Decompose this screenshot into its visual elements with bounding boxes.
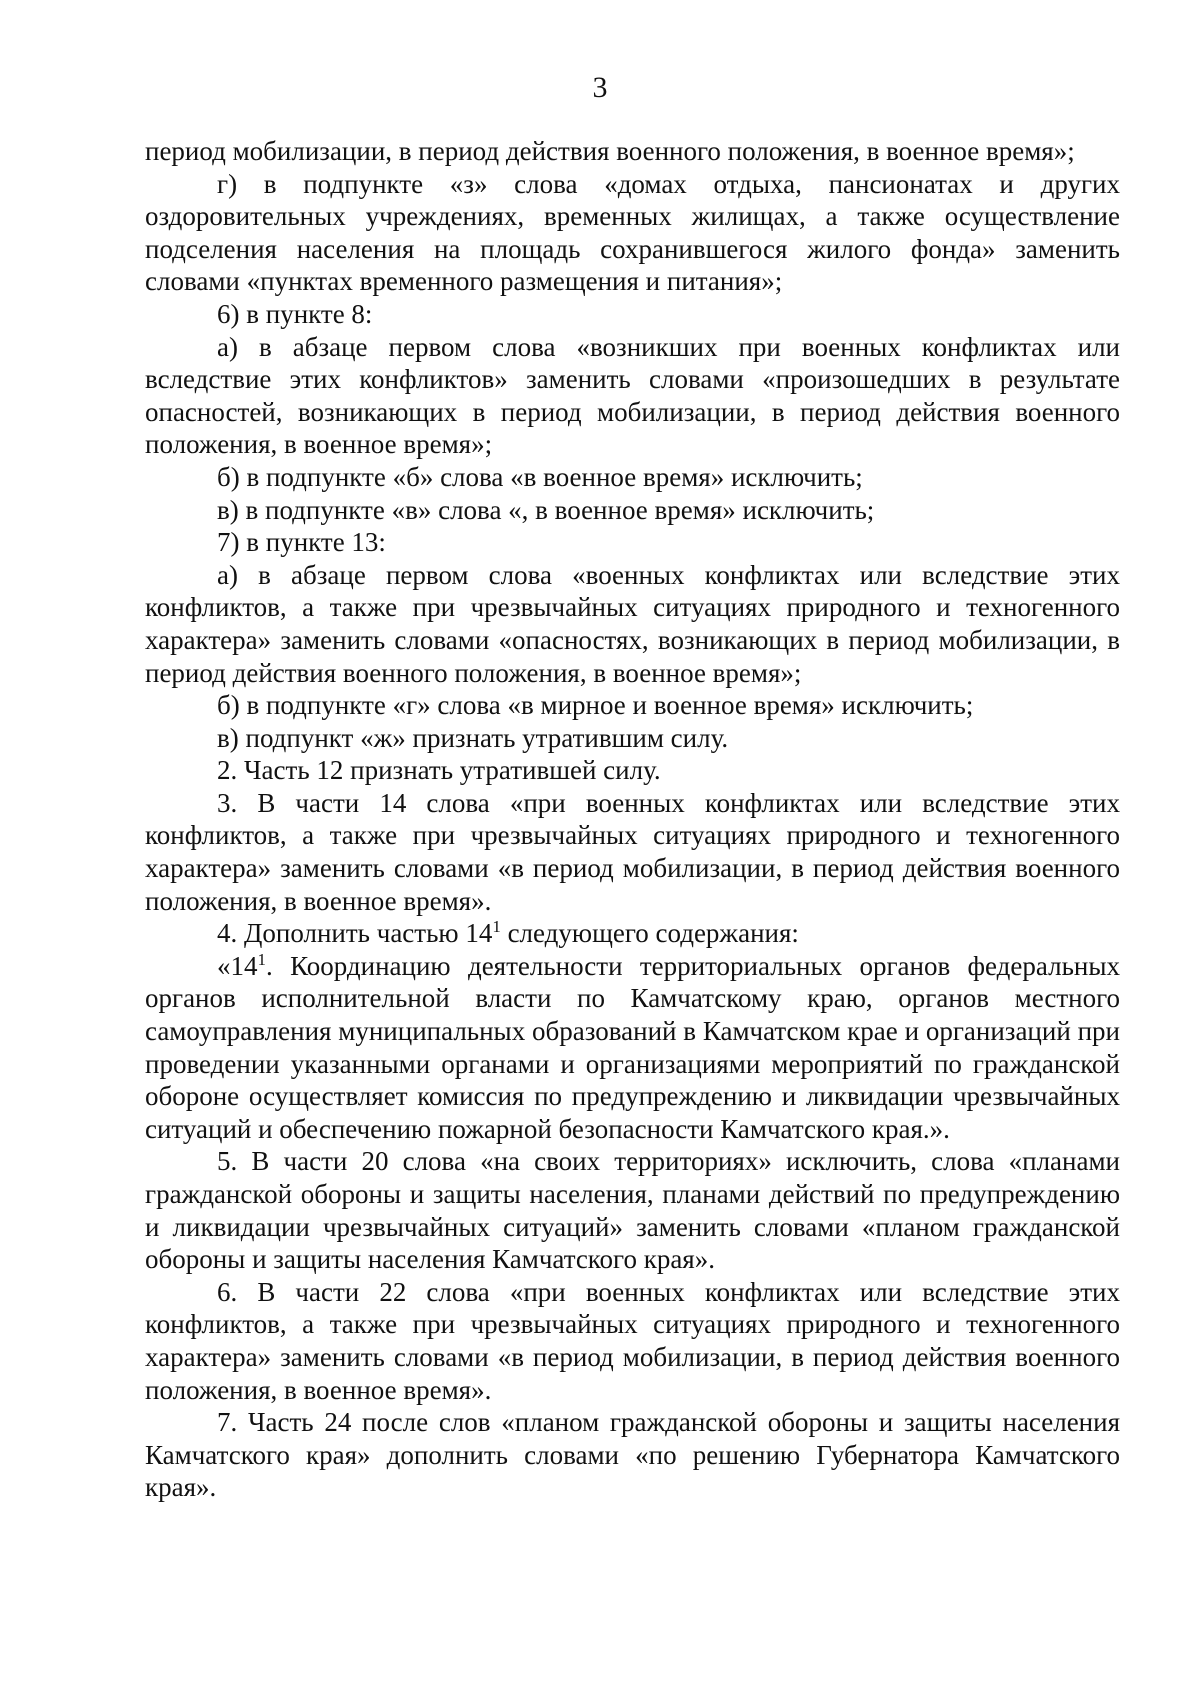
paragraph: а) в абзаце первом слова «возникших при военных конфликтах или вследствие этих конфликтов» заменить словами «произошедших в результате опасностей, возникающих в период мобилизации, в период действия военного положения, в военное время»;: [145, 331, 1120, 460]
paragraph: 5. В части 20 слова «на своих территориях» исключить, слова «планами гражданской обороны и защиты населения, планами действий по предупреждению и ликвидации чрезвычайных ситуаций» заменить словами «планом гражданской обороны и защиты населения Камчатского края».: [145, 1146, 1120, 1275]
page-number: 3: [592, 71, 608, 104]
document-body: [145, 135, 1120, 1504]
paragraph: 6) в пункте 8:: [217, 298, 373, 329]
paragraph: а) в абзаце первом слова «военных конфликтах или вследствие этих конфликтов, а также при чрезвычайных ситуациях природного и техногенного характера» заменить словами «опасностях, возникающих в период мобилизации, в период действия военного положения, в военное время»;: [145, 559, 1120, 688]
paragraph: г) в подпункте «з» слова «домах отдыха, пансионатах и других оздоровительных учреждениях, временных жилищах, а также осуществление подселения населения на площадь сохранившегося жилого фонда» заменить словами «пунктах временного размещения и питания»;: [145, 168, 1120, 297]
paragraph-text: «14: [217, 950, 258, 981]
paragraph: б) в подпункте «г» слова «в мирное и военное время» исключить;: [217, 690, 974, 721]
paragraph: 3. В части 14 слова «при военных конфликтах или вследствие этих конфликтов, а также при чрезвычайных ситуациях природного и техногенного характера» заменить словами «в период мобилизации, в период действия военного положения, в военное время».: [145, 787, 1120, 916]
paragraph: б) в подпункте «б» слова «в военное время» исключить;: [217, 461, 863, 492]
paragraph-text: следующего содержания:: [500, 918, 799, 949]
paragraph: в) в подпункте «в» слова «, в военное время» исключить;: [217, 494, 875, 525]
paragraph: 7. Часть 24 после слов «планом гражданской обороны и защиты населения Камчатского края» дополнить словами «по решению Губернатора Камчатского края».: [145, 1407, 1120, 1503]
paragraph: 2. Часть 12 признать утратившей силу.: [217, 755, 661, 786]
superscript: 1: [492, 917, 501, 937]
paragraph: 7) в пункте 13:: [217, 527, 386, 558]
paragraph-text: . Координацию деятельности территориальных органов федеральных органов исполнительной власти по Камчатскому краю, органов местного самоуправления муниципальных образований в Камчатском крае и организаций при проведении указанными органами и организациями мероприятий по гражданской обороне осуществляет комиссия по предупреждению и ликвидации чрезвычайных ситуаций и обеспечению пожарной безопасности Камчатского края.».: [145, 950, 1120, 1144]
paragraph: [145, 950, 1120, 1146]
paragraph: в) подпункт «ж» признать утратившим силу.: [217, 722, 729, 753]
paragraph: период мобилизации, в период действия военного положения, в военное время»;: [145, 136, 1075, 166]
paragraph: [145, 917, 1120, 950]
paragraph: 6. В части 22 слова «при военных конфликтах или вследствие этих конфликтов, а также при чрезвычайных ситуациях природного и техногенного характера» заменить словами «в период мобилизации, в период действия военного положения, в военное время».: [145, 1276, 1120, 1405]
paragraph-text: 4. Дополнить частью 14: [217, 918, 493, 949]
superscript: 1: [257, 949, 266, 969]
